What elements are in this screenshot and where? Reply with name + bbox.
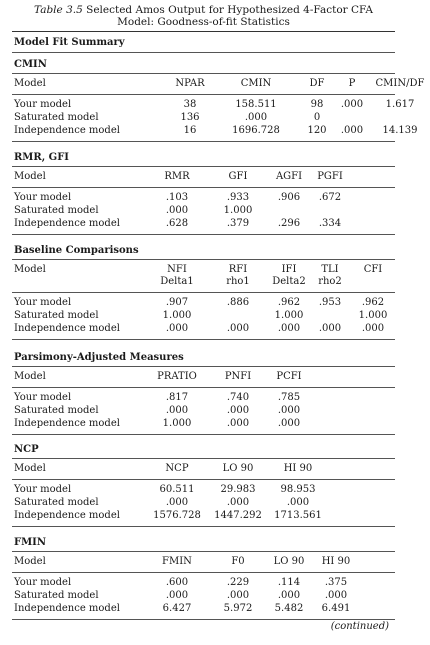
column-header: Model <box>14 556 46 567</box>
table-cell: .933 <box>226 192 250 203</box>
table-cell: .000 <box>277 418 301 429</box>
column-header: PNFI <box>224 371 252 382</box>
table-cell: 1.000 <box>162 418 192 429</box>
section-title: Baseline Comparisons <box>14 245 139 256</box>
table-cell: .000 <box>226 418 250 429</box>
table-cell: 16 <box>183 125 197 136</box>
column-header: CFI <box>363 264 383 275</box>
row-label: Independence model <box>14 418 120 429</box>
column-header: AGFI <box>275 171 303 182</box>
header-rule <box>12 572 395 573</box>
section-title: NCP <box>14 444 39 455</box>
column-header: DF <box>309 78 325 89</box>
table-cell: .628 <box>165 218 189 229</box>
table-cell: 14.139 <box>382 125 418 136</box>
section-rule <box>12 259 395 260</box>
table-cell: 1713.561 <box>274 510 322 521</box>
table-cell: 1.000 <box>274 310 304 321</box>
table-cell: .000 <box>165 205 189 216</box>
column-header: RMR <box>164 171 190 182</box>
continued-note: (continued) <box>330 621 389 632</box>
table-cell: .000 <box>165 590 189 601</box>
column-header: P <box>348 78 356 89</box>
table-cell: .000 <box>277 323 301 334</box>
section-bottom-rule <box>12 339 395 340</box>
column-header: CMIN <box>240 78 272 89</box>
row-label: Your model <box>14 484 72 495</box>
table-cell: 98.953 <box>280 484 316 495</box>
table-cell: .000 <box>165 405 189 416</box>
section-rule <box>12 551 395 552</box>
table-cell: .229 <box>226 577 250 588</box>
table-cell: .000 <box>361 323 385 334</box>
header-rule <box>12 187 395 188</box>
row-label: Saturated model <box>14 205 99 216</box>
table-cell: .000 <box>318 323 342 334</box>
section-title: FMIN <box>14 537 46 548</box>
column-header: PRATIO <box>157 371 197 382</box>
column-header: NPAR <box>175 78 205 89</box>
column-header: NFI Delta1 <box>160 264 194 287</box>
table-cell: .672 <box>318 192 342 203</box>
row-label: Saturated model <box>14 405 99 416</box>
table-cell: .334 <box>318 218 342 229</box>
table-cell: .379 <box>226 218 250 229</box>
table-cell: 1696.728 <box>232 125 280 136</box>
column-header: RFI rho1 <box>226 264 250 287</box>
column-header: NCP <box>165 463 189 474</box>
column-header: HI 90 <box>321 556 351 567</box>
table-cell: .000 <box>226 323 250 334</box>
column-header: F0 <box>231 556 245 567</box>
table-cell: 1.000 <box>358 310 388 321</box>
table-cell: 29.983 <box>220 484 256 495</box>
column-header: GFI <box>228 171 248 182</box>
table-cell: .000 <box>277 405 301 416</box>
column-header: CMIN/DF <box>375 78 425 89</box>
table-cell: 1576.728 <box>153 510 201 521</box>
table-subtitle: Model: Goodness-of-fit Statistics <box>117 16 290 28</box>
section-rule <box>12 366 395 367</box>
section-bottom-rule <box>12 141 395 142</box>
header-rule <box>12 292 395 293</box>
table-cell: .000 <box>340 125 364 136</box>
top-rule <box>12 31 395 32</box>
column-header: LO 90 <box>222 463 254 474</box>
section-bottom-rule <box>12 619 395 620</box>
table-cell: 120 <box>307 125 327 136</box>
row-label: Independence model <box>14 510 120 521</box>
table-label: Table 3.5 <box>34 4 83 16</box>
row-label: Your model <box>14 392 72 403</box>
section-title: RMR, GFI <box>14 152 69 163</box>
row-label: Saturated model <box>14 590 99 601</box>
section-bottom-rule <box>12 434 395 435</box>
table-cell: .000 <box>165 497 189 508</box>
row-label: Saturated model <box>14 497 99 508</box>
summary-rule <box>12 52 395 53</box>
table-cell: .114 <box>277 577 301 588</box>
table-cell: 1.617 <box>385 99 415 110</box>
table-cell: 38 <box>183 99 197 110</box>
column-header: Model <box>14 371 46 382</box>
summary-title: Model Fit Summary <box>14 37 125 48</box>
table-cell: .817 <box>165 392 189 403</box>
table-cell: 136 <box>180 112 200 123</box>
table-cell: .103 <box>165 192 189 203</box>
row-label: Independence model <box>14 125 120 136</box>
table-cell: .906 <box>277 192 301 203</box>
column-header: Model <box>14 463 46 474</box>
row-label: Your model <box>14 99 72 110</box>
row-label: Independence model <box>14 603 120 614</box>
table-cell: 60.511 <box>159 484 195 495</box>
header-rule <box>12 479 395 480</box>
column-header: LO 90 <box>273 556 305 567</box>
column-header: HI 90 <box>283 463 313 474</box>
table-cell: .785 <box>277 392 301 403</box>
table-cell: .000 <box>324 590 348 601</box>
table-cell: .000 <box>226 405 250 416</box>
table-cell: .000 <box>340 99 364 110</box>
section-title: CMIN <box>14 59 47 70</box>
column-header: IFI Delta2 <box>272 264 306 287</box>
table-cell: .000 <box>226 590 250 601</box>
table-cell: .000 <box>165 323 189 334</box>
table-cell: 1.000 <box>162 310 192 321</box>
table-cell: 5.482 <box>274 603 304 614</box>
table-cell: 158.511 <box>235 99 277 110</box>
table-cell: .000 <box>226 497 250 508</box>
table-cell: .962 <box>361 297 385 308</box>
table-cell: 1447.292 <box>214 510 262 521</box>
row-label: Your model <box>14 577 72 588</box>
table-cell: .375 <box>324 577 348 588</box>
row-label: Your model <box>14 297 72 308</box>
column-header: TLI rho2 <box>318 264 342 287</box>
table-cell: .296 <box>277 218 301 229</box>
column-header: PCFI <box>276 371 302 382</box>
table-cell: .740 <box>226 392 250 403</box>
table-title: Selected Amos Output for Hypothesized 4-Factor CFA <box>86 4 373 16</box>
table-cell: 6.427 <box>162 603 192 614</box>
table-cell: .962 <box>277 297 301 308</box>
column-header: Model <box>14 264 46 275</box>
section-rule <box>12 73 395 74</box>
table-cell: .000 <box>286 497 310 508</box>
table-cell: 1.000 <box>223 205 253 216</box>
header-rule <box>12 387 395 388</box>
table-cell: .000 <box>277 590 301 601</box>
table-cell: .953 <box>318 297 342 308</box>
table-cell: .886 <box>226 297 250 308</box>
row-label: Saturated model <box>14 112 99 123</box>
section-rule <box>12 166 395 167</box>
header-rule <box>12 94 395 95</box>
column-header: Model <box>14 171 46 182</box>
table-cell: .907 <box>165 297 189 308</box>
table-cell: .000 <box>244 112 268 123</box>
column-header: PGFI <box>317 171 343 182</box>
table-cell: 98 <box>310 99 324 110</box>
row-label: Independence model <box>14 218 120 229</box>
table-cell: 5.972 <box>223 603 253 614</box>
section-title: Parsimony-Adjusted Measures <box>14 352 184 363</box>
section-bottom-rule <box>12 234 395 235</box>
column-header: FMIN <box>162 556 192 567</box>
section-rule <box>12 458 395 459</box>
table-cell: 0 <box>313 112 321 123</box>
section-bottom-rule <box>12 526 395 527</box>
table-cell: .600 <box>165 577 189 588</box>
row-label: Independence model <box>14 323 120 334</box>
table-cell: 6.491 <box>321 603 351 614</box>
row-label: Saturated model <box>14 310 99 321</box>
column-header: Model <box>14 78 46 89</box>
table-caption <box>0 4 407 16</box>
row-label: Your model <box>14 192 72 203</box>
